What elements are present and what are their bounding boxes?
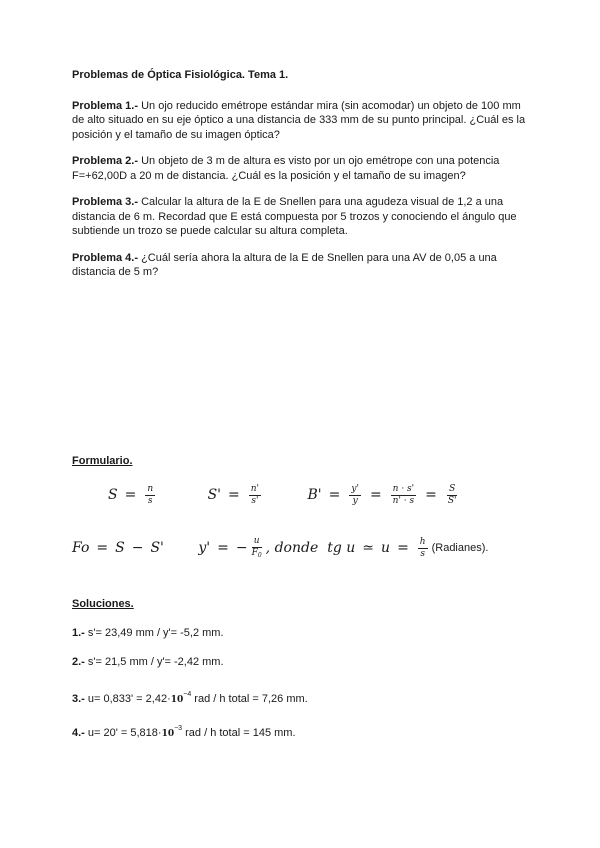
fraction: $\frac{n \cdot s'}{n' \cdot s}$ bbox=[392, 484, 415, 506]
formula-S: S = $\frac{n}{s}$ bbox=[108, 484, 154, 506]
formula-S-prime: S' = $\frac{n'}{s'}$ bbox=[207, 484, 260, 506]
solution-3: 3.- $u= 0,833' = 2,42\cdot 10^{-4}$ rad / h total = 7,26 mm. bbox=[72, 691, 308, 705]
soluciones-heading: Soluciones. bbox=[72, 598, 134, 610]
formula-row-2 bbox=[72, 536, 488, 561]
formula-row-1 bbox=[108, 484, 461, 507]
solution-1: 1.- s'= 23,49 mm / y'= -5,2 mm. bbox=[72, 627, 224, 639]
fraction: $\frac{u}{F_0}$ bbox=[251, 536, 262, 559]
formula-B-prime: B' = $\frac{y'}{y}$ = $\frac{n \cdot s'}{n' \cdot s}$ = $\frac{S}{S'}$ bbox=[307, 484, 457, 506]
page-title: Problemas de Óptica Fisiológica. Tema 1. bbox=[72, 69, 289, 81]
formulario-heading: Formulario. bbox=[72, 455, 133, 467]
formula-Fo: Fo = S − S' bbox=[72, 540, 164, 557]
solution-2: 2.- s'= 21,5 mm / y'= -2,42 mm. bbox=[72, 656, 224, 668]
fraction: $\frac{n}{s}$ bbox=[147, 484, 154, 506]
problem-3 bbox=[72, 195, 532, 239]
fraction: $\frac{n'}{s'}$ bbox=[250, 484, 260, 506]
fraction: $\frac{S}{S'}$ bbox=[447, 484, 457, 506]
problem-text: Un objeto de 3 m de altura es visto por un ojo emétrope con una potencia F=+62,00D a 20 m de distancia. ¿Cuál es la posición y el tamaño de su imagen? bbox=[72, 155, 500, 182]
problem-text: ¿Cuál sería ahora la altura de la E de Snellen para una AV de 0,05 a una distancia de 5 m? bbox=[72, 251, 497, 278]
problem-label: Problema 2.- bbox=[72, 155, 139, 167]
fraction: $\frac{y'}{y}$ bbox=[351, 484, 359, 506]
solution-4: 4.- $u= 20' = 5,818\cdot 10^{-3}$ rad / h total = 145 mm. bbox=[72, 725, 296, 739]
problem-label: Problema 1.- bbox=[72, 99, 139, 112]
problem-label: Problema 4.- bbox=[72, 251, 139, 264]
radianes-note: (Radianes). bbox=[431, 542, 489, 555]
problem-text: Un ojo reducido emétrope estándar mira (sin acomodar) un objeto de 100 mm de alto situado en su eje óptico a una distancia de 333 mm de su punto principal. ¿Cuál es la posición y el tamaño de su imagen óptica? bbox=[72, 99, 526, 141]
problems-section bbox=[72, 68, 532, 292]
fraction: $\frac{h}{s}$ bbox=[419, 537, 426, 559]
problem-2 bbox=[72, 154, 532, 183]
problem-4 bbox=[72, 251, 532, 280]
problem-1 bbox=[72, 99, 532, 143]
problem-text: Calcular la altura de la E de Snellen para una agudeza visual de 1,2 a una distancia de 6 m. Recordad que E está compuesta por 5 trozos y conociendo el ángulo que subtiende un trozo se puede calcular su altura completa. bbox=[72, 196, 517, 237]
problem-label: Problema 3.- bbox=[72, 196, 139, 208]
formula-y-prime: y' = − $\frac{u}{F_0}$ , donde tg u ≃ u = $\frac{h}{s}$ (Radianes). bbox=[198, 536, 489, 559]
